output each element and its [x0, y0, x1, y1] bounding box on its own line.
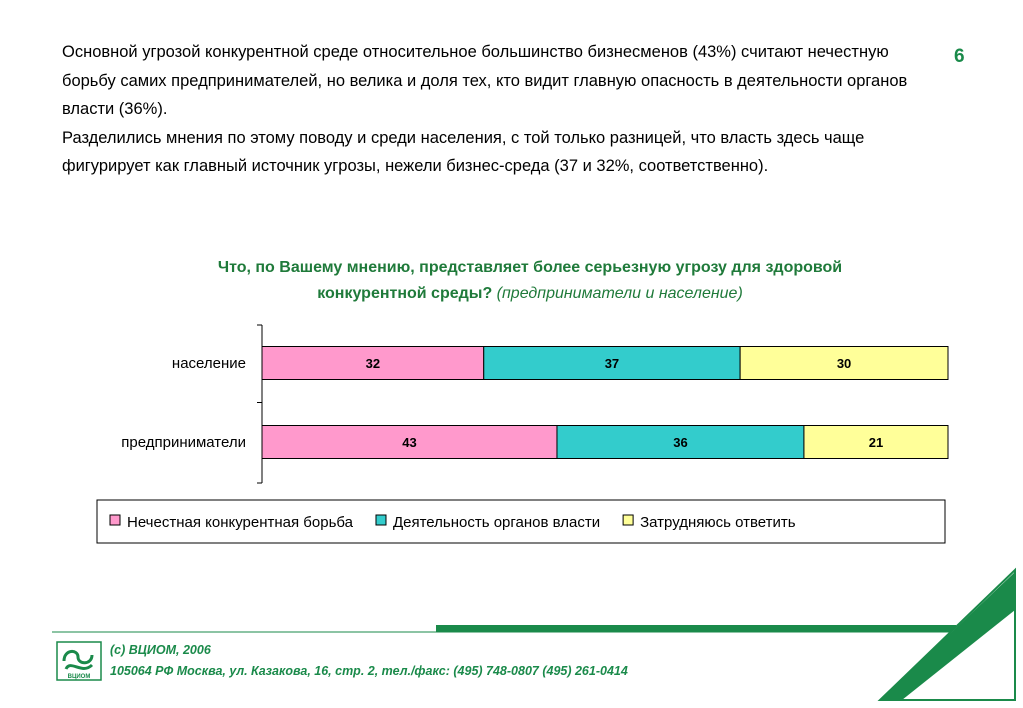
bar-data-label-1-1: 36	[673, 435, 688, 450]
bar-data-label-0-1: 37	[604, 356, 620, 371]
category-label-0: население	[171, 355, 246, 372]
chart-subtitle: (предприниматели и население)	[496, 285, 743, 302]
intro-paragraph-1: Основной угрозой конкурентной среде относительное большинство бизнесменов (43%) считают нечестную борьбу самих предпринимателей, но велика и доля тех, кто видит главную опасность в деятельности органов власти (36%).	[62, 43, 908, 118]
vciom-logo	[56, 641, 102, 681]
page-number: 6	[954, 46, 965, 67]
category-label-1: предприниматели	[121, 434, 246, 451]
legend-label-1: Деятельность органов власти	[392, 514, 601, 531]
bar-data-label-1-0: 43	[402, 435, 417, 450]
bar-data-label-0-0: 32	[365, 356, 381, 371]
footer-info	[110, 640, 628, 682]
legend-swatch-2	[623, 515, 633, 525]
bar-data-label-0-2: 30	[836, 356, 852, 371]
legend-swatch-1	[376, 515, 386, 525]
intro-paragraph-2: Разделились мнения по этому поводу и среди населения, с той только разницей, что власть здесь чаще фигурирует как главный источник угрозы, нежели бизнес-среда (37 и 32%, соответственно).	[62, 128, 865, 175]
legend-swatch-0	[110, 515, 120, 525]
bar-data-label-1-2: 21	[868, 435, 884, 450]
legend-label-2: Затрудняюсь ответить	[640, 514, 796, 531]
footer-thick-line	[436, 625, 956, 632]
footer-address: 105064 РФ Москва, ул. Казакова, 16, стр. 2, тел./факс: (495) 748-0807 (495) 261-0414	[110, 664, 628, 678]
corner-triangle-outline	[880, 570, 1015, 700]
legend-label-0: Нечестная конкурентная борьба	[127, 514, 353, 531]
footer-copyright: (с) ВЦИОМ, 2006	[110, 643, 211, 657]
chart-title: Что, по Вашему мнению, представляет более серьезную угрозу для здоровой конкурентной среды?	[217, 259, 843, 302]
plot-area	[97, 325, 948, 543]
logo-text: ВЦИОМ	[67, 674, 91, 680]
